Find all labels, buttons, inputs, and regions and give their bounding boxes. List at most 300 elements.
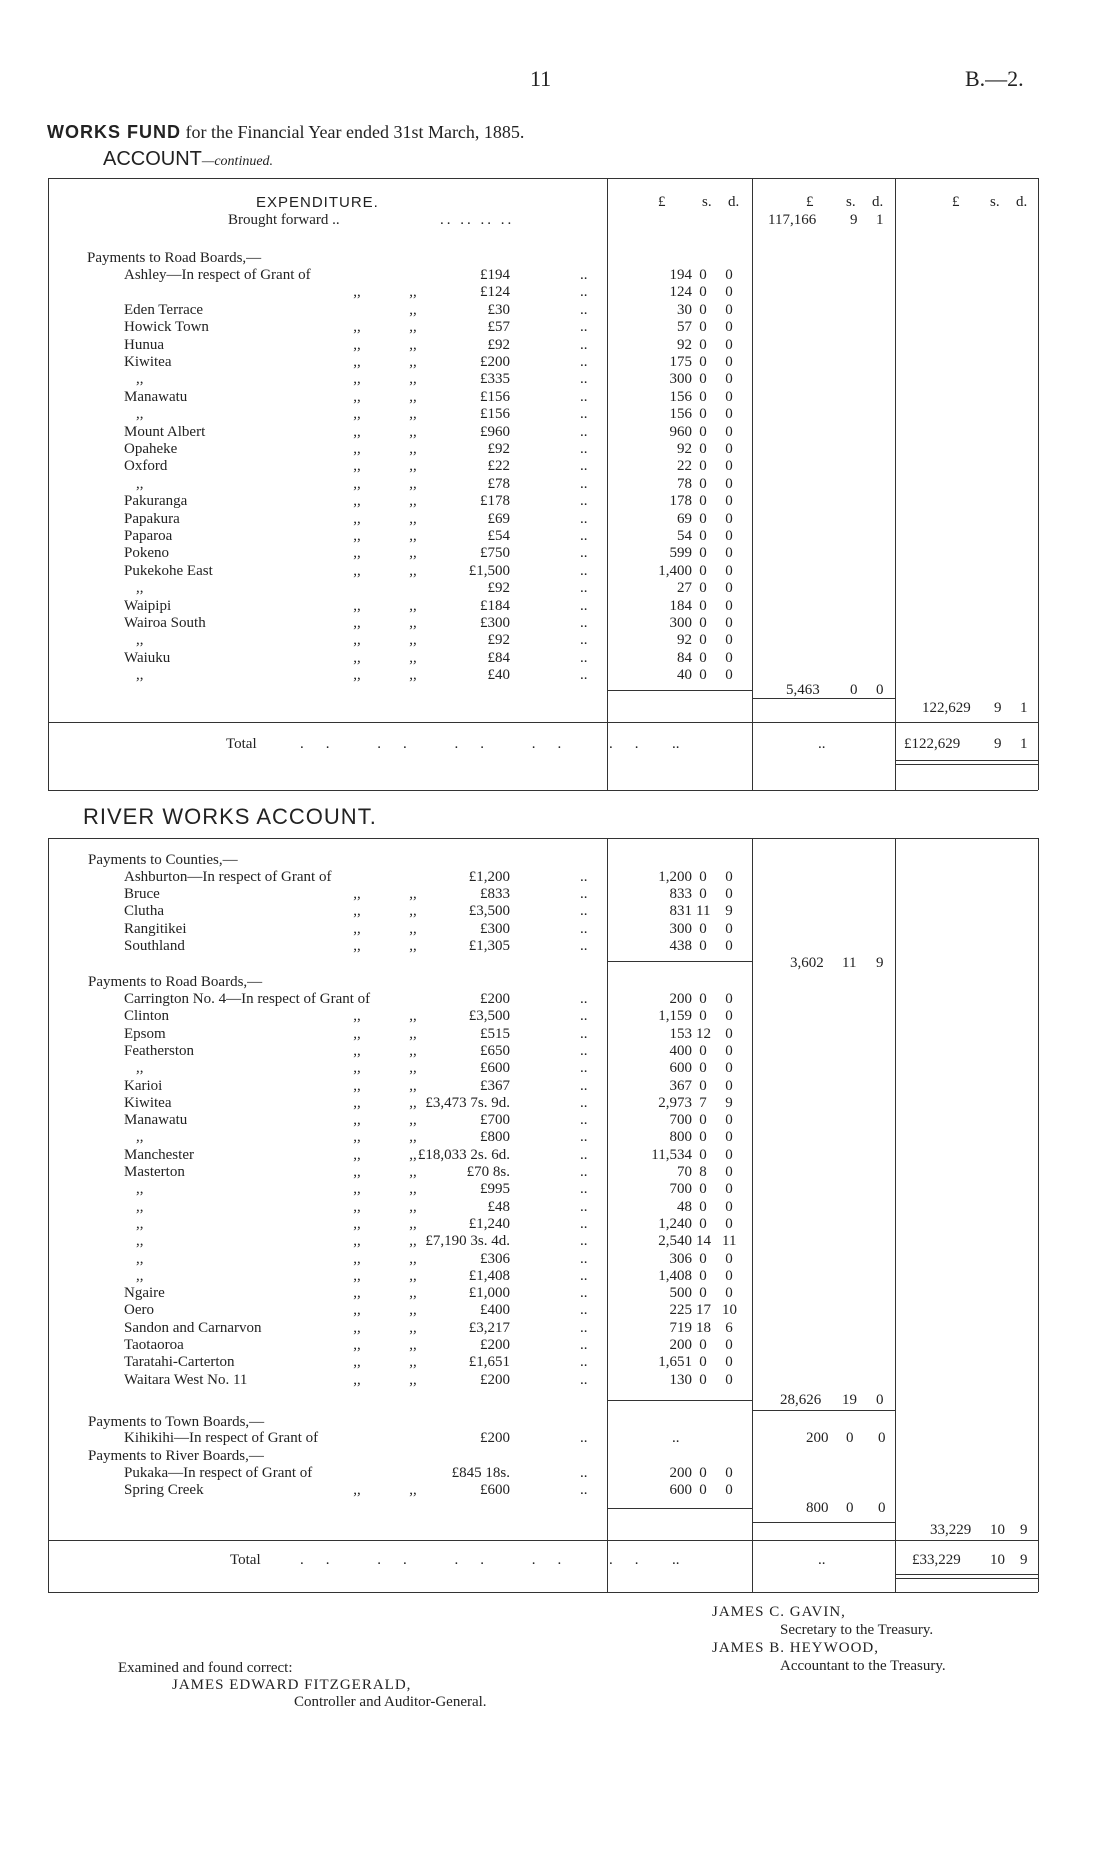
- paid-pounds: 130: [669, 1371, 692, 1388]
- paid-pence: 0: [725, 1129, 733, 1146]
- grant-amount: £650: [480, 1042, 510, 1059]
- account-row: [0, 632, 1114, 649]
- paid-pounds: 300: [669, 615, 692, 631]
- river-table-top-rule: [48, 838, 1038, 839]
- leader-dots: ..: [580, 1319, 588, 1336]
- paid-shillings: 0: [699, 510, 707, 527]
- ditto-mark-1: ,,: [353, 886, 361, 903]
- grant-amount: £1,200: [468, 869, 510, 885]
- account-row-name: Epsom: [124, 1025, 166, 1042]
- paid-shillings: 0: [699, 475, 707, 492]
- leader-dots: ..: [580, 1465, 588, 1481]
- col2-d-header: d.: [728, 194, 740, 210]
- grant-amount: £69: [487, 510, 510, 527]
- leader-dots: ..: [580, 1198, 588, 1215]
- leader-dots: ..: [580, 1267, 588, 1284]
- paid-shillings: 0: [699, 1482, 707, 1498]
- paid-pence: 0: [725, 388, 733, 405]
- ditto-mark-1: ,,: [353, 667, 361, 684]
- paid-pounds: 600: [669, 1482, 692, 1498]
- river-town-boards-heading: Payments to Town Boards,—: [88, 1414, 265, 1430]
- ditto-mark-2: ,,: [409, 1233, 417, 1250]
- paid-pounds: 27: [677, 580, 692, 597]
- account-row-name: Carrington No. 4—In respect of Grant of: [124, 991, 371, 1007]
- ditto-mark-2: ,,: [409, 1215, 417, 1232]
- ditto-mark-1: ,,: [353, 903, 361, 920]
- grant-amount: £156: [480, 388, 510, 405]
- leader-dots: ..: [580, 319, 588, 336]
- ditto-mark-1: ,,: [353, 1025, 361, 1042]
- paid-pounds: 1,200: [658, 869, 692, 885]
- leader-dots: ..: [580, 284, 588, 301]
- account-row: [0, 284, 1114, 301]
- grant-amount: £600: [480, 1482, 510, 1498]
- paid-pounds: 438: [669, 937, 692, 954]
- account-row: [0, 1482, 1114, 1499]
- paid-pounds: 156: [669, 406, 692, 423]
- leader-dots: ..: [580, 354, 588, 370]
- grant-amount: £995: [480, 1181, 510, 1198]
- river-works-title: RIVER WORKS ACCOUNT.: [83, 804, 377, 829]
- ditto-mark-2: ,,: [409, 493, 417, 510]
- leader-dots: ..: [580, 458, 588, 475]
- brought-forward-label: Brought forward ..: [228, 212, 340, 228]
- account-row: [0, 650, 1114, 667]
- account-row: [0, 1251, 1114, 1268]
- ditto-mark-2: ,,: [409, 1164, 417, 1180]
- paid-pounds: 48: [677, 1198, 692, 1215]
- paid-shillings: 0: [699, 301, 707, 318]
- ditto-mark-1: ,,: [353, 1250, 361, 1267]
- works-subtotal-pounds: 5,463: [786, 682, 820, 698]
- account-row-name: Ngaire: [124, 1285, 165, 1302]
- account-row: [0, 493, 1114, 510]
- paid-pence: 0: [725, 371, 733, 388]
- paid-pence: 0: [725, 1337, 733, 1353]
- paid-shillings: 0: [699, 1146, 707, 1163]
- paid-pounds: 200: [669, 1337, 692, 1353]
- paid-pence: 0: [725, 354, 733, 370]
- leader-dots: ..: [580, 528, 588, 544]
- paid-shillings: 0: [699, 371, 707, 388]
- fund-title-rest: for the Financial Year ended 31st March, 1885.: [185, 122, 525, 142]
- river-river-boards-heading: Payments to River Boards,—: [88, 1448, 264, 1464]
- leader-dots: ..: [580, 1129, 588, 1146]
- account-row: [0, 1233, 1114, 1250]
- secretary-title: Secretary to the Treasury.: [780, 1622, 934, 1638]
- ditto-mark-1: ,,: [353, 1077, 361, 1094]
- leader-dots: ..: [580, 406, 588, 423]
- ditto-mark-1: ,,: [353, 1319, 361, 1336]
- paid-pence: 0: [725, 920, 733, 937]
- paid-pence: 0: [725, 580, 733, 597]
- account-row: [0, 921, 1114, 938]
- river-road-boards-heading: Payments to Road Boards,—: [88, 974, 263, 990]
- paid-shillings: 0: [699, 1198, 707, 1215]
- ditto-mark-1: ,,: [353, 336, 361, 353]
- ditto-mark-2: ,,: [409, 615, 417, 631]
- ditto-mark-1: ,,: [353, 458, 361, 475]
- paid-pounds: 153: [669, 1025, 692, 1042]
- col4-pound-header: £: [952, 194, 960, 210]
- leader-dots: ..: [580, 1250, 588, 1267]
- account-row: [0, 1285, 1114, 1302]
- account-row-name: Manawatu: [124, 1112, 188, 1129]
- paid-shillings: 0: [699, 937, 707, 954]
- town-board-pence: 0: [878, 1430, 886, 1446]
- paid-pounds: 300: [669, 371, 692, 388]
- leader-dots: ..: [580, 632, 588, 649]
- paid-pence: 0: [725, 1008, 733, 1025]
- account-row: [0, 886, 1114, 903]
- paid-shillings: 0: [699, 493, 707, 510]
- ditto-mark-1: ,,: [353, 1112, 361, 1129]
- paid-shillings: 0: [699, 667, 707, 684]
- paid-pence: 0: [725, 649, 733, 666]
- river-total-double-rule-2: [896, 1578, 1038, 1579]
- grant-amount: £335: [480, 371, 510, 388]
- grant-amount: £960: [480, 423, 510, 440]
- account-row-name: ,,: [136, 371, 144, 388]
- ditto-mark-1: ,,: [353, 632, 361, 649]
- paid-pence: 0: [725, 1077, 733, 1094]
- leader-dots: ..: [580, 1008, 588, 1025]
- account-row-name: Rangitikei: [124, 920, 187, 937]
- paid-shillings: 0: [699, 1008, 707, 1025]
- leader-dots: ..: [580, 937, 588, 954]
- ditto-mark-2: ,,: [409, 1129, 417, 1146]
- account-row: [0, 389, 1114, 406]
- grant-amount: £70 8s.: [466, 1164, 510, 1180]
- ditto-mark-1: ,,: [353, 1233, 361, 1250]
- river-riverboards-subtotal-pence: 0: [878, 1500, 886, 1516]
- ditto-mark-2: ,,: [409, 475, 417, 492]
- leader-dots: ..: [580, 1215, 588, 1232]
- paid-pence: 0: [725, 1371, 733, 1388]
- paid-pounds: 200: [669, 991, 692, 1007]
- ditto-mark-1: ,,: [353, 406, 361, 423]
- paid-pounds: 700: [669, 1181, 692, 1198]
- leader-dots: ..: [580, 991, 588, 1007]
- paid-pounds: 960: [669, 423, 692, 440]
- account-row-name: ,,: [136, 580, 144, 597]
- ditto-mark-1: ,,: [353, 1215, 361, 1232]
- grant-amount: £1,305: [468, 937, 510, 954]
- ditto-mark-1: ,,: [353, 1267, 361, 1284]
- paid-pounds: 367: [669, 1077, 692, 1094]
- paid-pounds: 200: [669, 1465, 692, 1481]
- account-row-name: ,,: [136, 1250, 144, 1267]
- account-row-name: Manchester: [124, 1146, 194, 1163]
- ditto-mark-2: ,,: [409, 632, 417, 649]
- works-table-bottom-rule: [48, 790, 1038, 791]
- col4-d-header: d.: [1016, 194, 1028, 210]
- paid-shillings: 0: [699, 649, 707, 666]
- account-row-name: Sandon and Carnarvon: [124, 1319, 262, 1336]
- ditto-mark-1: ,,: [353, 371, 361, 388]
- grant-amount: £400: [480, 1302, 510, 1319]
- paid-pounds: 156: [669, 388, 692, 405]
- paid-pence: 0: [725, 632, 733, 649]
- paid-pence: 0: [725, 423, 733, 440]
- account-row-name: Hunua: [124, 336, 164, 353]
- paid-pence: 0: [725, 545, 733, 562]
- account-row: [0, 545, 1114, 562]
- paid-shillings: 0: [699, 319, 707, 336]
- ditto-mark-1: ,,: [353, 441, 361, 457]
- account-row-name: ,,: [136, 1198, 144, 1215]
- col2-s-header: s.: [702, 194, 712, 210]
- leader-dots: ..: [580, 1094, 588, 1111]
- ditto-mark-1: ,,: [353, 1337, 361, 1353]
- paid-shillings: 0: [699, 991, 707, 1007]
- leader-dots: ..: [580, 1025, 588, 1042]
- paid-shillings: 0: [699, 441, 707, 457]
- works-total-col2: ..: [672, 736, 680, 752]
- ditto-mark-2: ,,: [409, 1094, 417, 1111]
- account-row: [0, 615, 1114, 632]
- account-row-name: Karioi: [124, 1077, 163, 1094]
- ditto-mark-1: ,,: [353, 1354, 361, 1371]
- paid-shillings: 0: [699, 406, 707, 423]
- paid-pounds: 124: [669, 284, 692, 301]
- paid-pence: 0: [725, 1267, 733, 1284]
- account-row: [0, 458, 1114, 475]
- account-row: [0, 1164, 1114, 1181]
- leader-dots: ..: [580, 597, 588, 614]
- ditto-mark-2: ,,: [409, 1285, 417, 1302]
- ditto-mark-2: ,,: [409, 284, 417, 301]
- paid-shillings: 0: [699, 1077, 707, 1094]
- account-row-name: Clinton: [124, 1008, 170, 1025]
- account-row-name: Clutha: [124, 903, 164, 920]
- ditto-mark-1: ,,: [353, 1094, 361, 1111]
- account-row-name: ,,: [136, 1267, 144, 1284]
- town-board-pounds: 200: [806, 1430, 829, 1446]
- account-row-name: Eden Terrace: [124, 301, 204, 318]
- secretary-name: JAMES C. GAVIN,: [712, 1604, 846, 1620]
- paid-pence: 0: [725, 475, 733, 492]
- river-counties-sum-rule: [607, 961, 752, 962]
- paid-shillings: 0: [699, 354, 707, 370]
- ditto-mark-2: ,,: [409, 1112, 417, 1129]
- river-grand-pence: 9: [1020, 1522, 1028, 1538]
- paid-pence: 0: [725, 1112, 733, 1129]
- paid-shillings: 11: [696, 903, 711, 920]
- leader-dots: ..: [580, 1302, 588, 1319]
- paid-pence: 0: [725, 886, 733, 903]
- leader-dots: ..: [580, 580, 588, 597]
- paid-pounds: 1,651: [658, 1354, 692, 1371]
- account-row-name: Ashley—In respect of Grant of: [124, 267, 311, 283]
- ditto-mark-1: ,,: [353, 597, 361, 614]
- account-row-name: Pakuranga: [124, 493, 188, 510]
- ditto-mark-2: ,,: [409, 903, 417, 920]
- ditto-mark-1: ,,: [353, 1482, 361, 1498]
- paid-shillings: 0: [699, 267, 707, 283]
- ditto-mark-2: ,,: [409, 1354, 417, 1371]
- grant-amount: £700: [480, 1112, 510, 1129]
- fund-title: [47, 122, 524, 143]
- ditto-mark-2: ,,: [409, 545, 417, 562]
- col2-pound-header: £: [658, 194, 666, 210]
- paid-pounds: 194: [669, 267, 692, 283]
- paid-shillings: 0: [699, 545, 707, 562]
- ditto-mark-2: ,,: [409, 1302, 417, 1319]
- grant-amount: £367: [480, 1077, 510, 1094]
- account-row-name: Waitara West No. 11: [124, 1371, 248, 1388]
- works-total-pounds: £122,629: [904, 736, 961, 752]
- paid-pounds: 84: [677, 649, 692, 666]
- ditto-mark-1: ,,: [353, 388, 361, 405]
- paid-shillings: 18: [696, 1319, 711, 1336]
- account-row: [0, 1199, 1114, 1216]
- grant-amount: £200: [480, 1337, 510, 1353]
- paid-shillings: 0: [699, 615, 707, 631]
- grant-amount: £3,473 7s. 9d.: [425, 1094, 510, 1111]
- works-grand-pence: 1: [1020, 700, 1028, 716]
- grant-amount: £92: [487, 580, 510, 597]
- grant-amount: £515: [480, 1025, 510, 1042]
- paid-pounds: 11,534: [651, 1146, 692, 1163]
- paid-pence: 0: [725, 1042, 733, 1059]
- grant-amount: £300: [480, 920, 510, 937]
- page-reference: B.—2.: [965, 66, 1024, 91]
- paid-pounds: 833: [669, 886, 692, 903]
- ditto-mark-2: ,,: [409, 562, 417, 579]
- account-row: [0, 903, 1114, 920]
- grant-amount: £200: [480, 991, 510, 1007]
- leader-dots: ..: [580, 1285, 588, 1302]
- river-total-col2: ..: [672, 1552, 680, 1568]
- river-total-rule: [48, 1540, 1038, 1541]
- col3-s-header: s.: [846, 194, 856, 210]
- paid-pounds: 70: [677, 1164, 692, 1180]
- ditto-mark-1: ,,: [353, 1302, 361, 1319]
- paid-pounds: 54: [677, 528, 692, 544]
- account-row: [0, 598, 1114, 615]
- account-row: [0, 1337, 1114, 1354]
- river-total-dots: .. .. .. .. ..: [300, 1552, 661, 1568]
- account-row-name: Mount Albert: [124, 423, 206, 440]
- account-row-name: Bruce: [124, 886, 160, 903]
- paid-pence: 0: [725, 406, 733, 423]
- grant-amount: £600: [480, 1060, 510, 1077]
- grant-amount: £1,000: [468, 1285, 510, 1302]
- account-row-name: Taratahi-Carterton: [124, 1354, 235, 1371]
- grant-amount: £57: [487, 319, 510, 336]
- leader-dots: ..: [580, 1042, 588, 1059]
- paid-pounds: 92: [677, 336, 692, 353]
- brought-forward-dots: .. .. .. ..: [440, 212, 515, 228]
- leader-dots: ..: [580, 1077, 588, 1094]
- leader-dots: ..: [580, 371, 588, 388]
- account-row-name: Ashburton—In respect of Grant of: [124, 869, 332, 885]
- account-row-name: Manawatu: [124, 388, 188, 405]
- ditto-mark-2: ,,: [409, 301, 417, 318]
- grant-amount: £22: [487, 458, 510, 475]
- grant-amount: £300: [480, 615, 510, 631]
- ditto-mark-2: ,,: [409, 1371, 417, 1388]
- paid-pounds: 600: [669, 1060, 692, 1077]
- paid-pounds: 300: [669, 920, 692, 937]
- ditto-mark-1: ,,: [353, 615, 361, 631]
- river-town-boards-row: [0, 1430, 1114, 1447]
- paid-pounds: 175: [669, 354, 692, 370]
- paid-shillings: 0: [699, 1181, 707, 1198]
- river-riverboards-col3-rule: [752, 1522, 895, 1523]
- grant-amount: £845 18s.: [451, 1465, 510, 1481]
- paid-shillings: 0: [699, 528, 707, 544]
- account-title-label: ACCOUNT: [103, 148, 202, 170]
- account-row: [0, 424, 1114, 441]
- account-row-name: Southland: [124, 937, 185, 954]
- grant-amount: £184: [480, 597, 510, 614]
- paid-pounds: 831: [669, 903, 692, 920]
- ditto-mark-1: ,,: [353, 649, 361, 666]
- auditor-title: Controller and Auditor-General.: [294, 1694, 487, 1710]
- ditto-mark-1: ,,: [353, 1285, 361, 1302]
- ditto-mark-2: ,,: [409, 1008, 417, 1025]
- paid-shillings: 0: [699, 1060, 707, 1077]
- works-subtotal-shillings: 0: [850, 682, 858, 698]
- ditto-mark-2: ,,: [409, 336, 417, 353]
- ditto-mark-2: ,,: [409, 1042, 417, 1059]
- account-row-name: Papakura: [124, 510, 180, 527]
- ditto-mark-1: ,,: [353, 1371, 361, 1388]
- paid-pounds: 40: [677, 667, 692, 684]
- town-board-shillings: 0: [846, 1430, 854, 1446]
- account-row: [0, 354, 1114, 371]
- paid-pence: 0: [725, 1025, 733, 1042]
- ditto-mark-2: ,,: [409, 937, 417, 954]
- account-row: [0, 1043, 1114, 1060]
- paid-pounds: 2,973: [658, 1094, 692, 1111]
- paid-pounds: 700: [669, 1112, 692, 1129]
- account-row: [0, 1302, 1114, 1319]
- ditto-mark-1: ,,: [353, 920, 361, 937]
- leader-dots: ..: [580, 649, 588, 666]
- paid-pounds: 1,408: [658, 1267, 692, 1284]
- river-total-shillings: 10: [990, 1552, 1005, 1568]
- brought-forward-shillings: 9: [850, 212, 858, 228]
- ditto-mark-2: ,,: [409, 1181, 417, 1198]
- brought-forward-pounds: 117,166: [768, 212, 817, 228]
- paid-shillings: 0: [699, 1285, 707, 1302]
- leader-dots: ..: [580, 301, 588, 318]
- account-row-name: ,,: [136, 667, 144, 684]
- brought-forward-pence: 1: [876, 212, 884, 228]
- works-total-double-rule-2: [896, 764, 1038, 765]
- river-total-label: Total: [230, 1552, 261, 1568]
- paid-pence: 0: [725, 869, 733, 885]
- ditto-mark-2: ,,: [409, 441, 417, 457]
- paid-pence: 0: [725, 301, 733, 318]
- paid-pence: 0: [725, 267, 733, 283]
- account-row: [0, 528, 1114, 545]
- account-title-continued: —continued.: [201, 154, 274, 169]
- river-table-bottom-rule: [48, 1592, 1038, 1593]
- works-col2-sum-rule: [607, 690, 752, 691]
- account-row: [0, 1268, 1114, 1285]
- river-grand-shillings: 10: [990, 1522, 1005, 1538]
- paid-pounds: 400: [669, 1042, 692, 1059]
- paid-pence: 0: [725, 336, 733, 353]
- account-row-name: Paparoa: [124, 528, 173, 544]
- paid-shillings: 0: [699, 562, 707, 579]
- ditto-mark-1: ,,: [353, 1060, 361, 1077]
- paid-shillings: 0: [699, 1267, 707, 1284]
